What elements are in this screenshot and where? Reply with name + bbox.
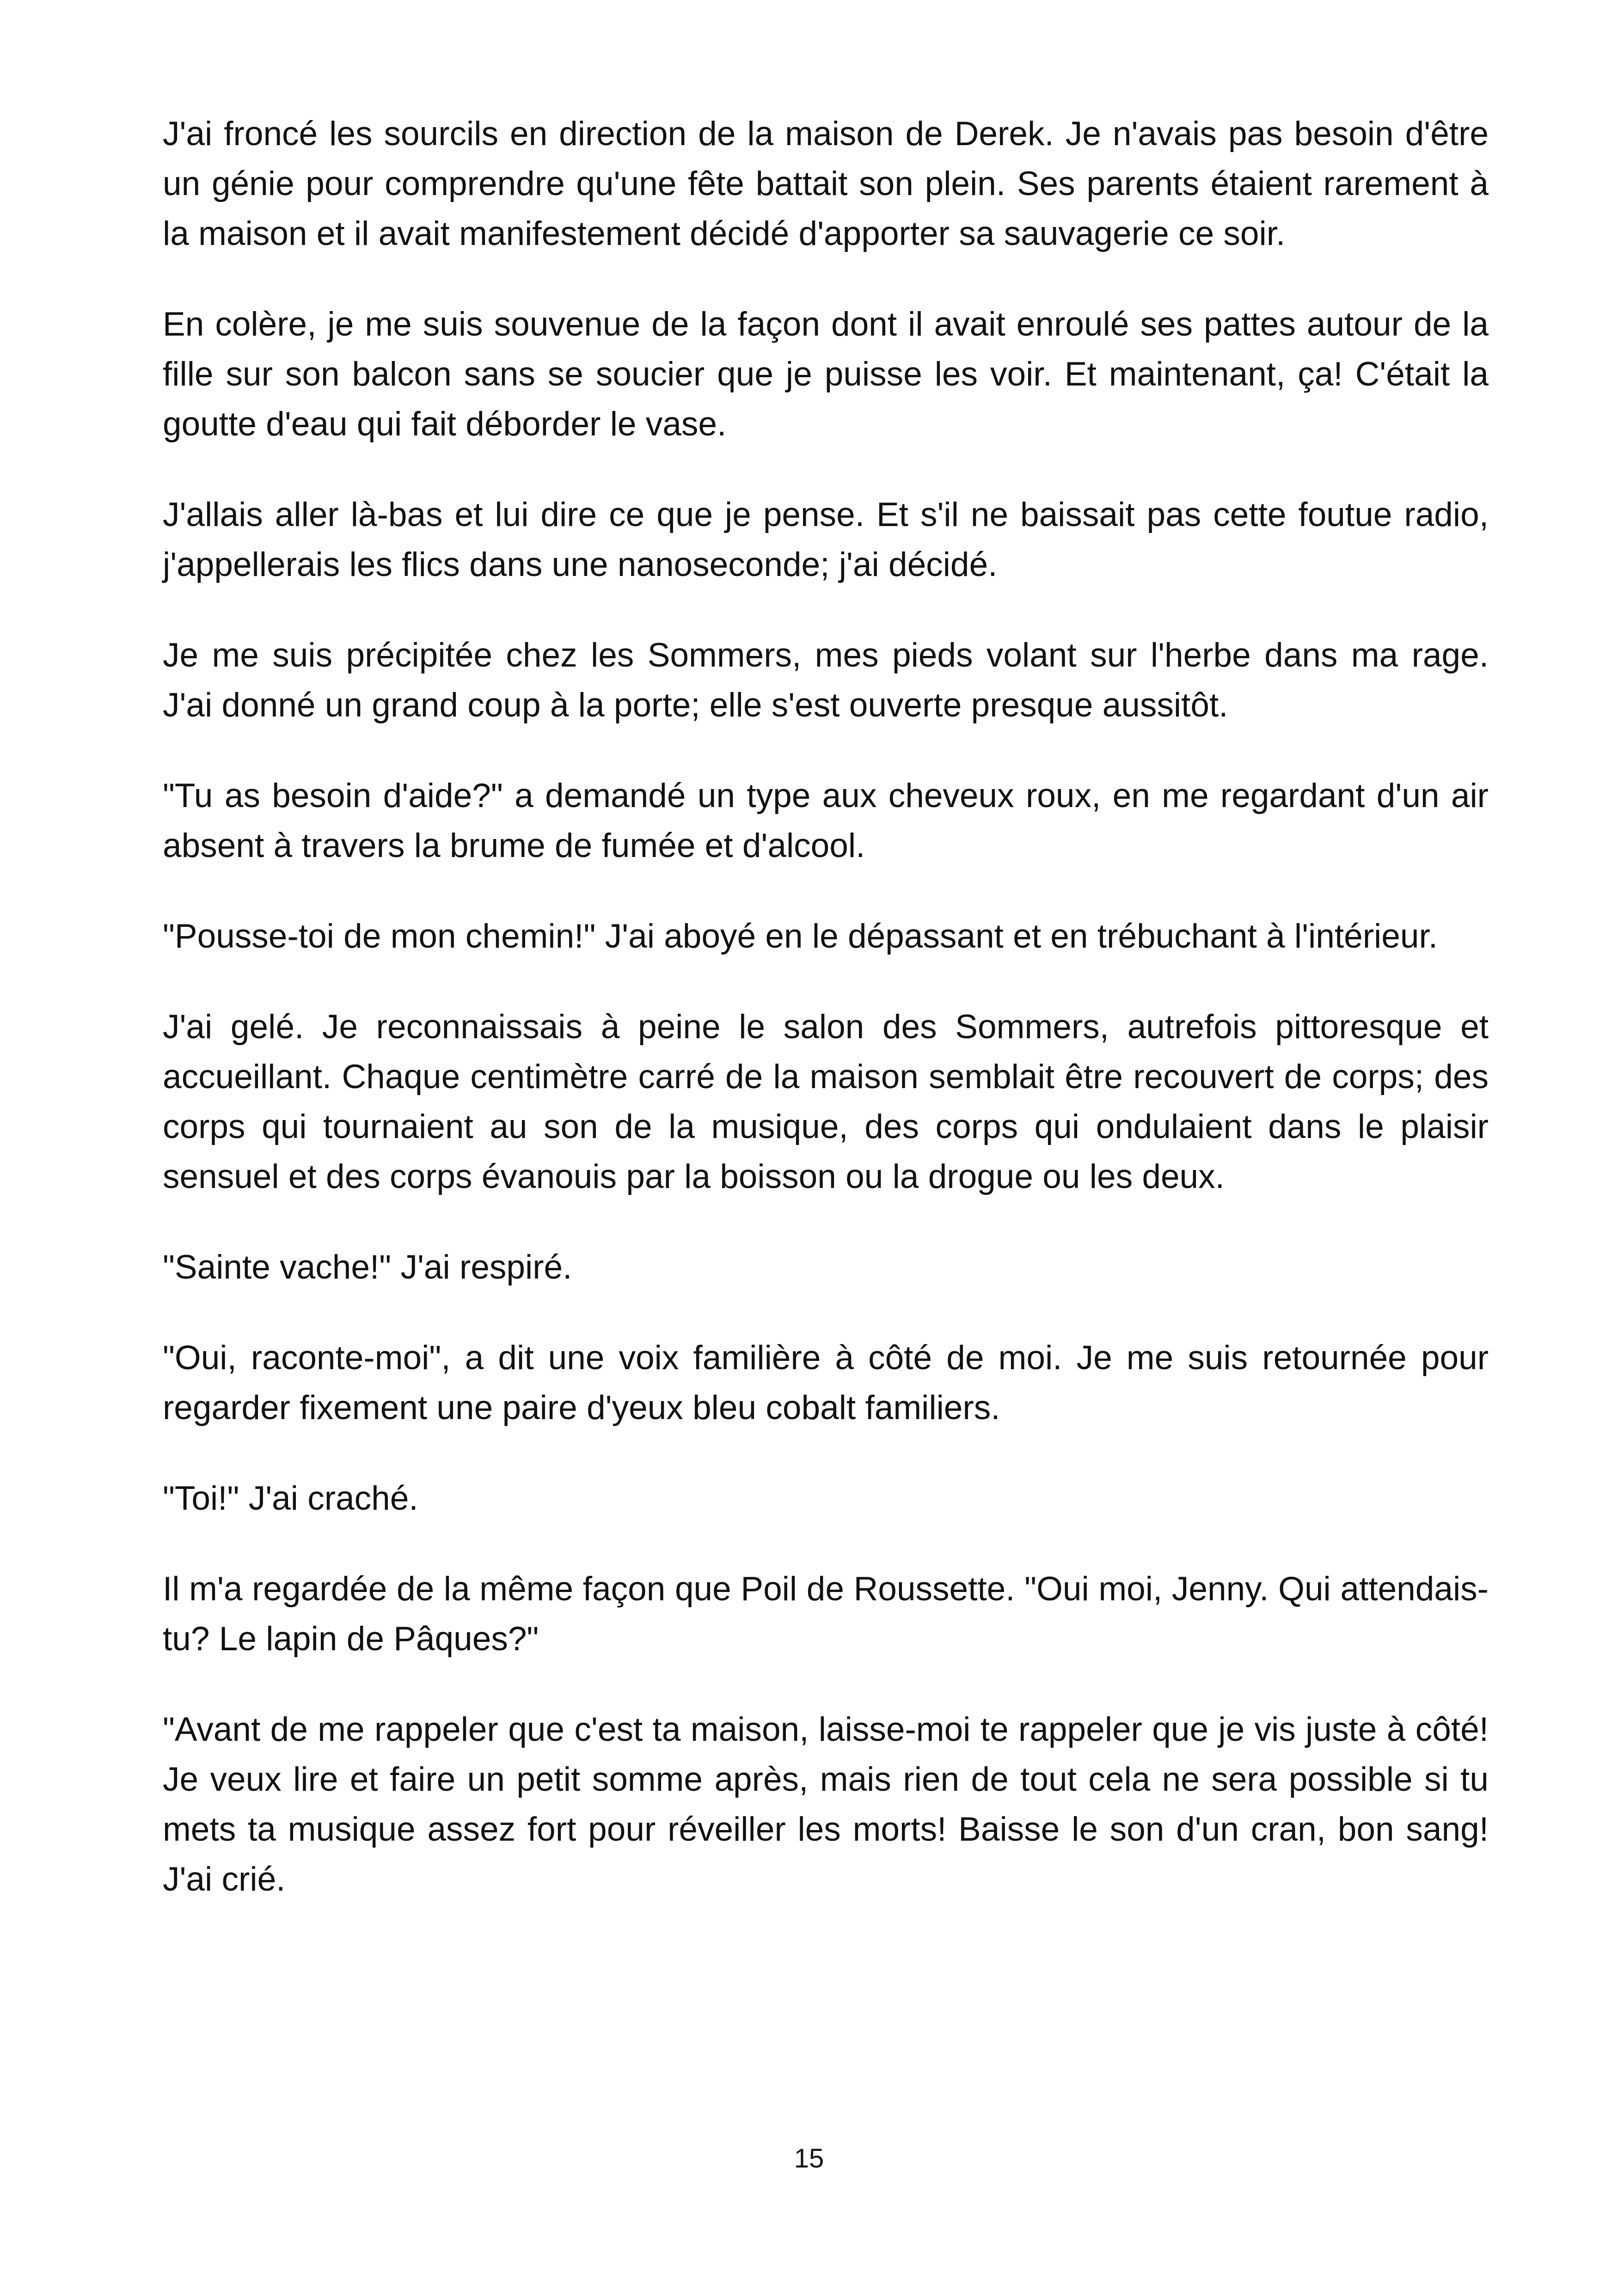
paragraph: En colère, je me suis souvenue de la façon dont il avait enroulé ses pattes autour de la fille sur son balcon sans se soucier que je puisse les voir. Et maintenant, ça! C'était la goutte d'eau qui fait déborder le vase. (163, 306, 1489, 443)
paragraph: J'allais aller là-bas et lui dire ce que je pense. Et s'il ne baissait pas cette foutue radio, j'appellerais les flics dans une nanoseconde; j'ai décidé. (163, 496, 1489, 583)
paragraph: J'ai gelé. Je reconnaissais à peine le salon des Sommers, autrefois pittoresque et accueillant. Chaque centimètre carré de la maison semblait être recouvert de corps; des corps qui tournaient au son de la musique, des corps qui ondulaient dans le plaisir sensuel et des corps évanouis par la boisson ou la drogue ou les deux. (163, 1008, 1489, 1195)
paragraph: "Avant de me rappeler que c'est ta maison, laisse-moi te rappeler que je vis juste à côté! Je veux lire et faire un petit somme après, mais rien de tout cela ne sera possible si tu mets ta musique assez fort pour réveiller les morts! Baisse le son d'un cran, bon sang! J'ai crié. (163, 1711, 1489, 1898)
paragraph: Je me suis précipitée chez les Sommers, mes pieds volant sur l'herbe dans ma rage. J'ai donné un grand coup à la porte; elle s'est ouverte presque aussitôt. (163, 637, 1489, 724)
paragraph: J'ai froncé les sourcils en direction de la maison de Derek. Je n'avais pas besoin d'être un génie pour comprendre qu'une fête battait son plein. Ses parents étaient rarement à la maison et il avait manifestement décidé d'apporter sa sauvagerie ce soir. (163, 115, 1489, 252)
paragraph: "Sainte vache!" J'ai respiré. (163, 1249, 572, 1286)
paragraph: "Oui, raconte-moi", a dit une voix familière à côté de moi. Je me suis retournée pour regarder fixement une paire d'yeux bleu cobalt familiers. (163, 1339, 1489, 1427)
page-number: 15 (794, 2143, 824, 2174)
paragraph: "Pousse-toi de mon chemin!" J'ai aboyé en le dépassant et en trébuchant à l'intérieur. (163, 918, 1438, 955)
paragraph: Il m'a regardée de la même façon que Poil de Roussette. "Oui moi, Jenny. Qui attendais-tu? Le lapin de Pâques?" (163, 1570, 1489, 1658)
paragraph: "Toi!" J'ai craché. (163, 1480, 418, 1517)
body-text (163, 109, 1489, 1945)
paragraph: "Tu as besoin d'aide?" a demandé un type aux cheveux roux, en me regardant d'un air absent à travers la brume de fumée et d'alcool. (163, 777, 1489, 864)
